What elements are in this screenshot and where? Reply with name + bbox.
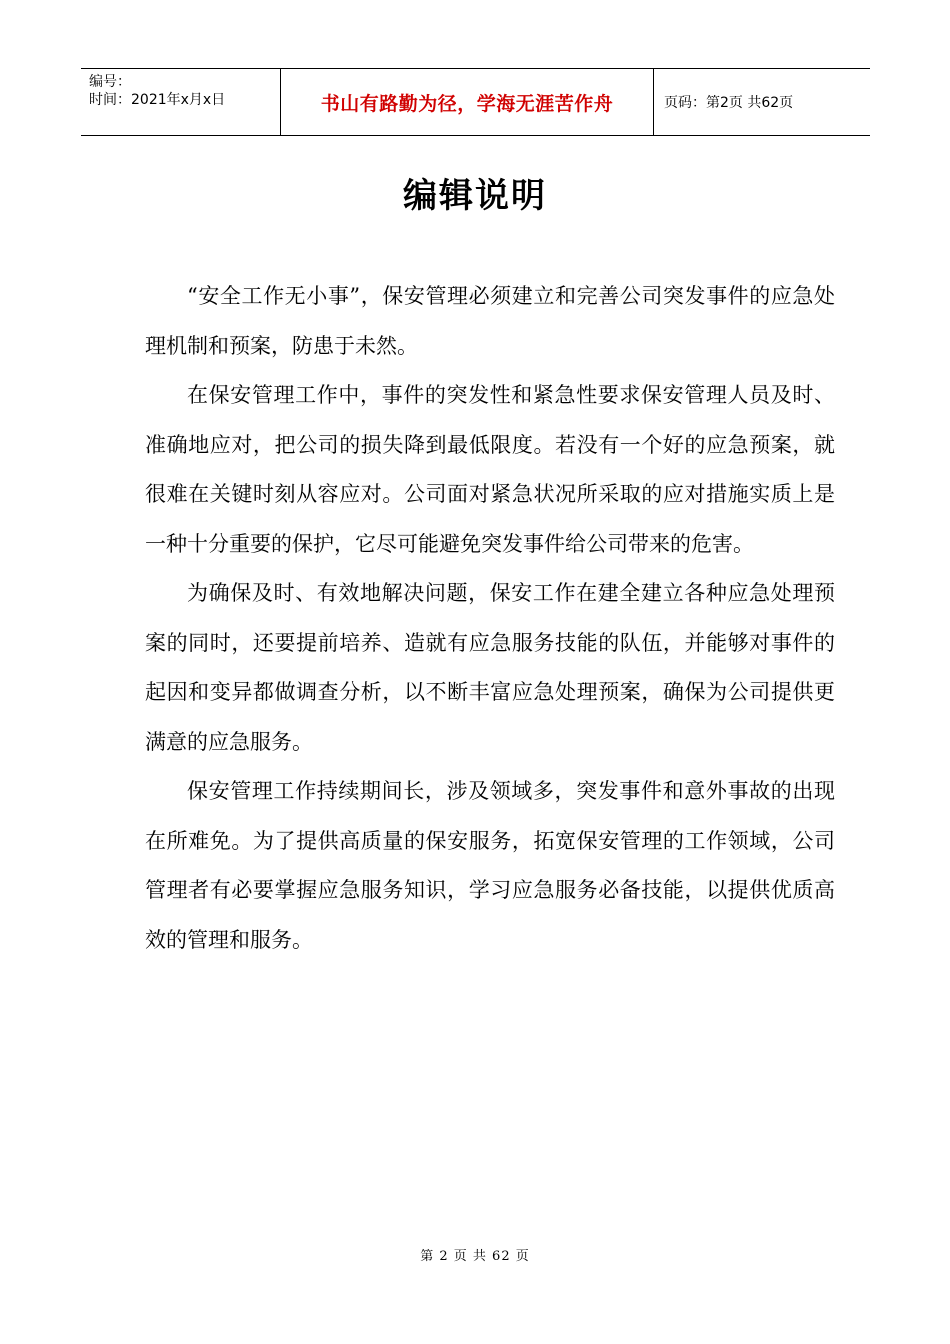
page-header [81,68,870,136]
header-page-cell [654,69,870,135]
document-number-label: 编号： [89,74,131,90]
paragraph: 保安管理工作持续期间长，涉及领域多，突发事件和意外事故的出现在所难免。为了提供高质量的保安服务，拓宽保安管理的工作领域，公司管理者有必要掌握应急服务知识，学习应急服务必备技能，以提供优质高效的管理和服务。 [145,779,835,952]
paragraph: “安全工作无小事”，保安管理必须建立和完善公司突发事件的应急处理机制和预案，防患于未然。 [145,284,835,358]
document-title: 编辑说明 [403,176,547,216]
header-motto-cell [281,69,654,135]
document-body [145,272,835,965]
header-motto: 书山有路勤为径，学海无涯苦作舟 [320,92,614,115]
paragraph: 在保安管理工作中，事件的突发性和紧急性要求保安管理人员及时、准确地应对，把公司的损失降到最低限度。若没有一个好的应急预案，就很难在关键时刻从容应对。公司面对紧急状况所采取的应对措施实质上是一种十分重要的保护，它尽可能避免突发事件给公司带来的危害。 [145,383,835,556]
header-page-info: 页码：第2页 共62页 [664,95,794,111]
paragraph: 为确保及时、有效地解决问题，保安工作在建全建立各种应急处理预案的同时，还要提前培养、造就有应急服务技能的队伍，并能够对事件的起因和变异都做调查分析，以不断丰富应急处理预案，确保为公司提供更满意的应急服务。 [145,581,835,754]
page-footer: 第 2 页 共 62 页 [420,1249,530,1264]
document-date: 时间：2021年x月x日 [89,92,226,108]
header-meta-cell [81,69,281,135]
